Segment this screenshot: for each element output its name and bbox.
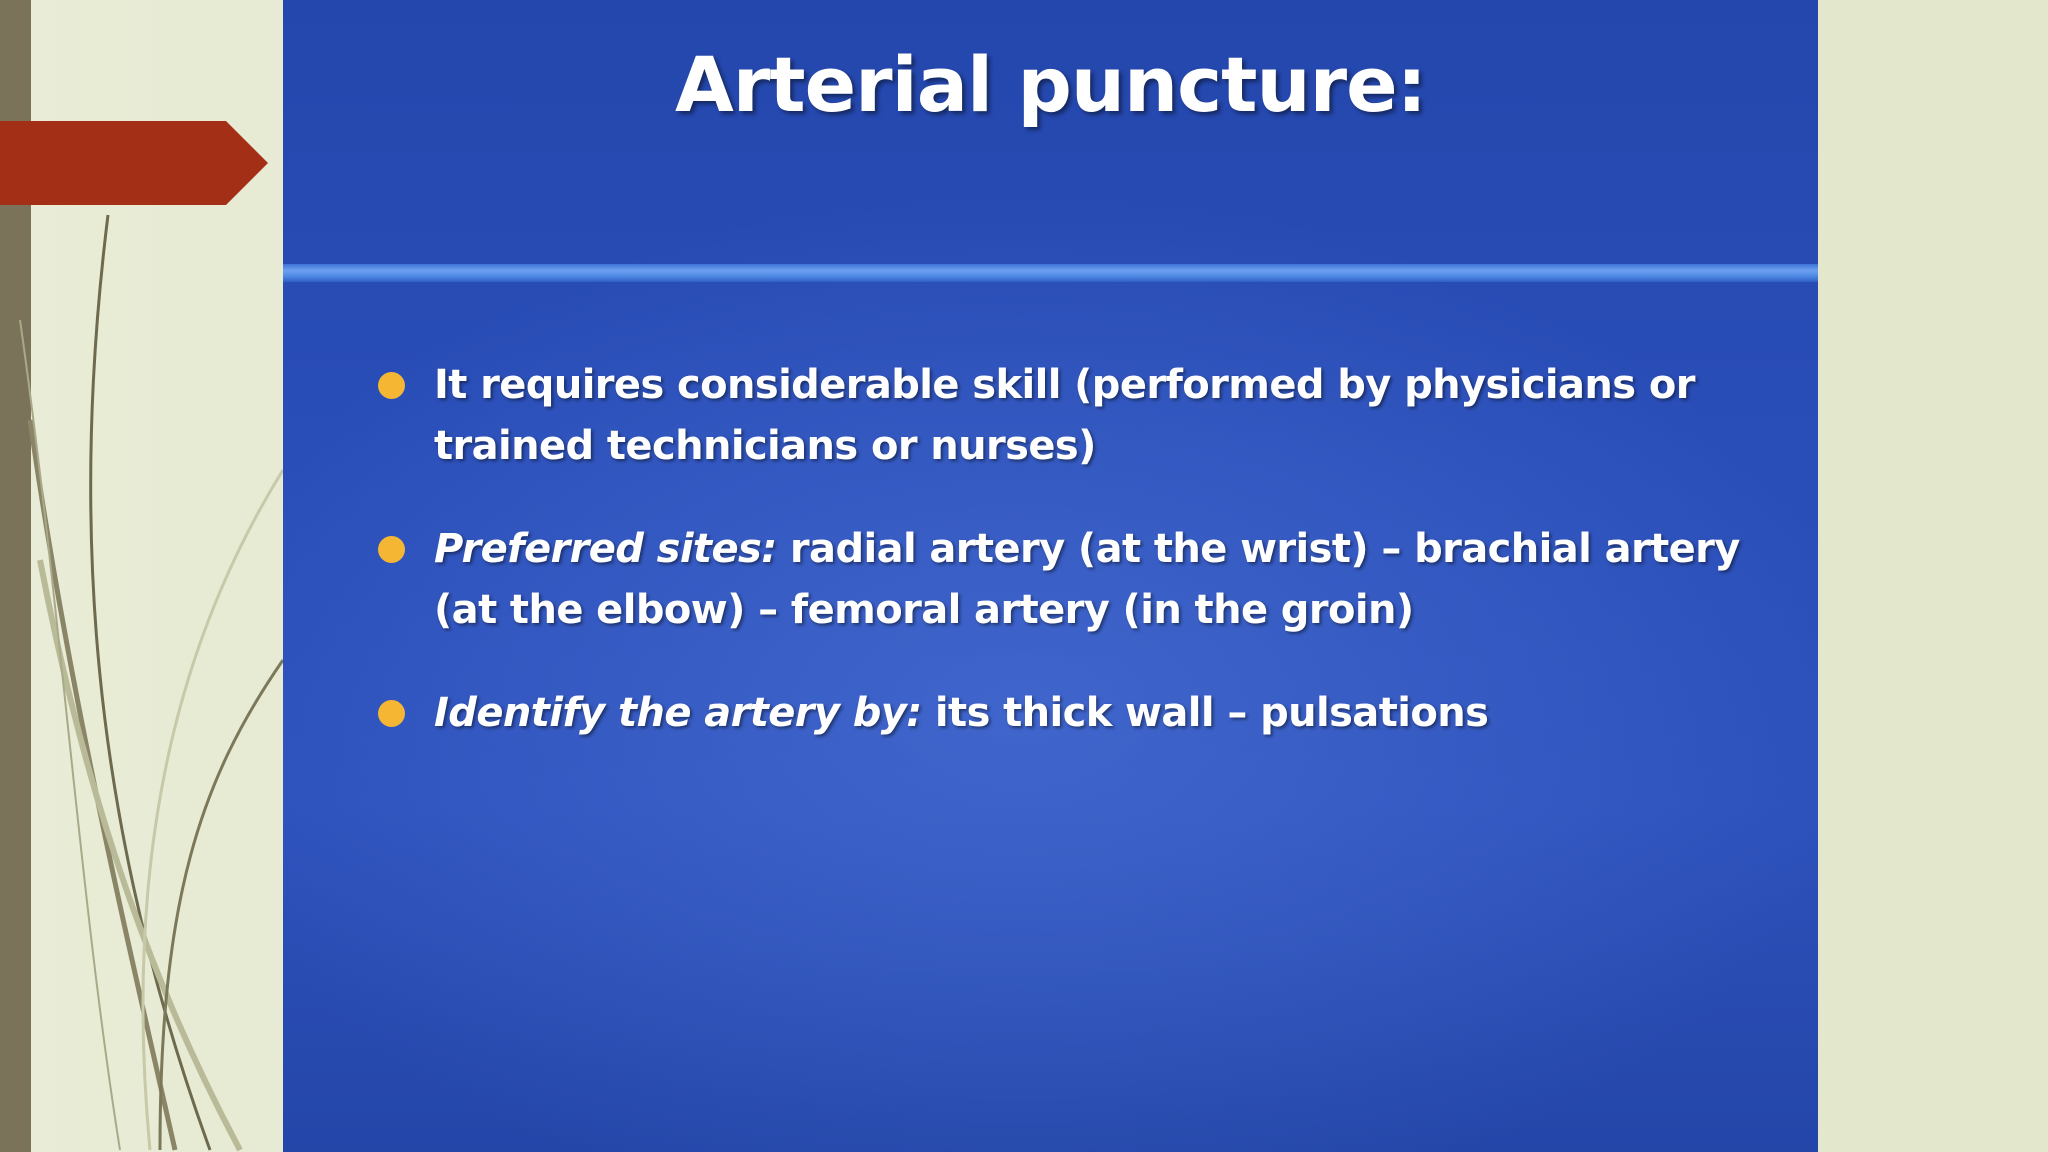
bullet-item-preferred-sites [378,519,1778,641]
bullet-dot-icon [378,700,405,727]
title-divider [283,264,1818,282]
bullet-text: its thick wall – pulsations [921,690,1489,736]
slide-title: Arterial puncture: [674,40,1427,129]
bullet-item-identify-artery [378,683,1778,744]
bullet-item-skill [378,355,1778,477]
bullet-dot-icon [378,372,405,399]
bullet-list [378,355,1778,744]
bullet-lead: Preferred sites: [434,526,777,572]
red-arrow-marker [0,121,268,205]
bullet-text: It requires considerable skill (performed by physicians or trained technicians or nurses) [434,362,1695,469]
slide-content-panel [283,0,1818,1152]
bullet-lead: Identify the artery by: [434,690,922,736]
bullet-dot-icon [378,536,405,563]
bullet-text: radial artery (at the wrist) – brachial artery (at the elbow) – femoral artery (in the groin) [434,526,1740,633]
